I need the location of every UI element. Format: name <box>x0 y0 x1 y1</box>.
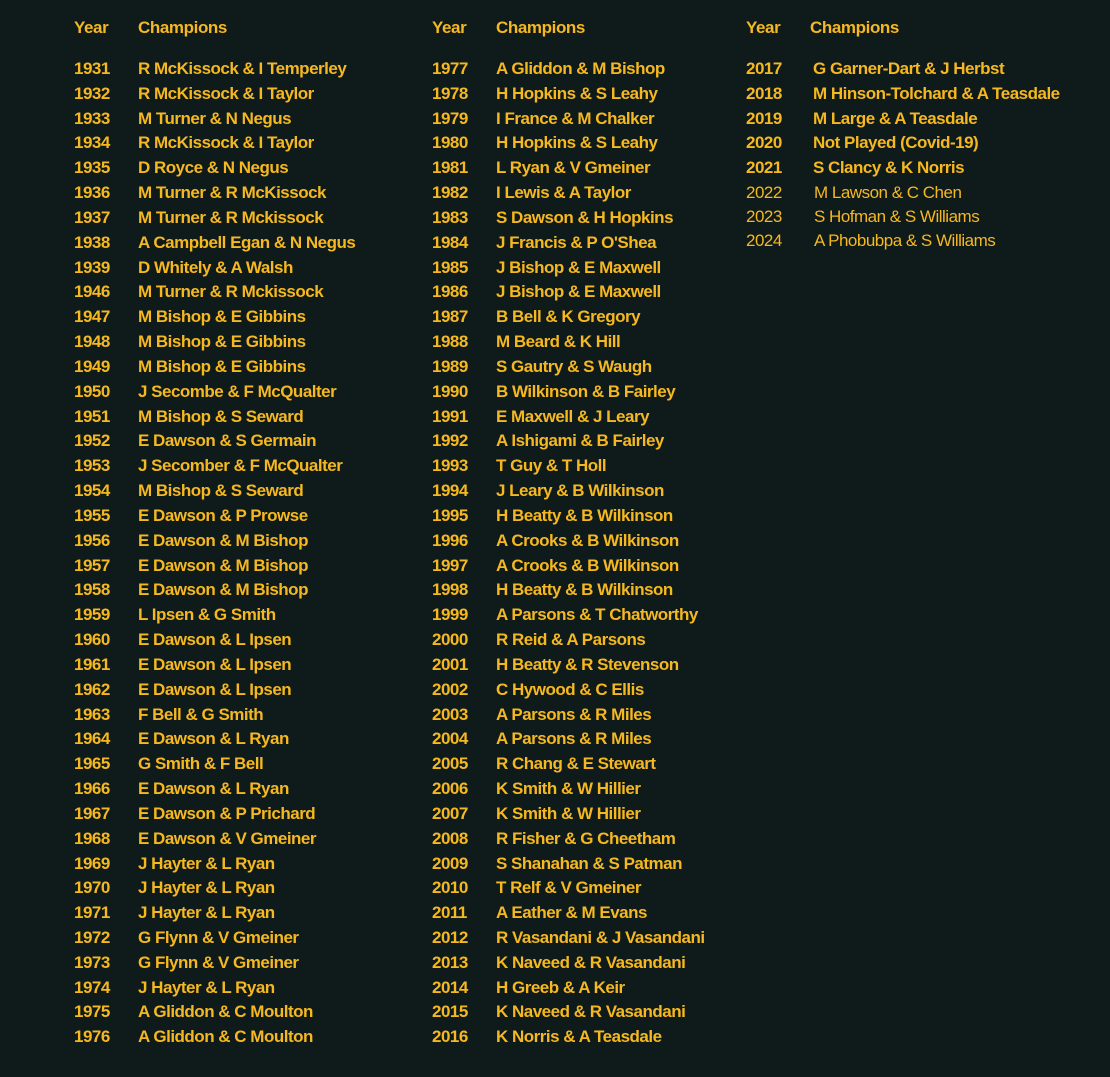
year-cell: 1970 <box>74 878 110 898</box>
year-cell: 2003 <box>432 704 468 724</box>
year-cell: 2008 <box>432 828 468 848</box>
champions-cell: J Bishop & E Maxwell <box>496 282 661 302</box>
year-cell: 1988 <box>432 332 468 352</box>
year-cell: 1993 <box>432 456 468 476</box>
champions-cell: E Dawson & V Gmeiner <box>138 828 316 848</box>
champions-cell: K Naveed & R Vasandani <box>496 1002 686 1022</box>
champions-cell: E Dawson & M Bishop <box>138 580 308 600</box>
champions-cell: C Hywood & C Ellis <box>496 679 644 699</box>
champions-cell: R Reid & A Parsons <box>496 630 646 650</box>
champions-cell: S Clancy & K Norris <box>813 158 965 178</box>
champions-cell: A Parsons & T Chatworthy <box>496 605 698 625</box>
champions-cell: A Crooks & B Wilkinson <box>496 530 679 550</box>
champions-cell: T Relf & V Gmeiner <box>496 878 641 898</box>
champions-cell: M Turner & N Negus <box>138 108 292 128</box>
year-cell: 1996 <box>432 530 468 550</box>
champions-cell: H Beatty & B Wilkinson <box>496 580 673 600</box>
year-cell: 1952 <box>74 431 110 451</box>
champions-cell: B Bell & K Gregory <box>496 307 641 327</box>
year-cell: 1991 <box>432 406 468 426</box>
champions-cell: H Hopkins & S Leahy <box>496 133 658 153</box>
champions-header: Champions <box>810 18 899 37</box>
champions-cell: K Norris & A Teasdale <box>496 1027 662 1047</box>
champions-cell: I Lewis & A Taylor <box>496 183 631 203</box>
champions-header: Champions <box>496 18 585 37</box>
champions-cell: A Crooks & B Wilkinson <box>496 555 679 575</box>
champions-cell: J Leary & B Wilkinson <box>496 481 664 501</box>
year-cell: 2017 <box>746 59 782 78</box>
year-cell: 1949 <box>74 356 110 376</box>
champions-cell: B Wilkinson & B Fairley <box>496 381 676 401</box>
year-cell: 2011 <box>432 903 467 923</box>
champions-cell: M Hinson-Tolchard & A Teasdale <box>813 83 1060 103</box>
champions-cell: J Hayter & L Ryan <box>138 853 275 873</box>
champions-cell: A Gliddon & C Moulton <box>138 1002 313 1022</box>
year-cell: 2023 <box>746 207 782 227</box>
champions-cell: E Maxwell & J Leary <box>496 406 650 426</box>
year-cell: 2001 <box>432 654 468 674</box>
year-cell: 1984 <box>432 232 468 252</box>
champions-cell: S Gautry & S Waugh <box>496 356 652 376</box>
year-cell: 1954 <box>74 481 110 501</box>
year-cell: 1946 <box>74 282 110 302</box>
champions-cell: Not Played (Covid-19) <box>813 133 979 153</box>
year-cell: 1980 <box>432 133 468 153</box>
champions-cell: K Smith & W Hillier <box>496 803 641 823</box>
champions-cell: A Ishigami & B Fairley <box>496 431 664 451</box>
champions-cell: E Dawson & L Ipsen <box>138 654 292 674</box>
champions-cell: G Garner-Dart & J Herbst <box>813 59 1005 78</box>
year-cell: 1973 <box>74 952 110 972</box>
year-header: Year <box>746 18 781 37</box>
champions-cell: L Ipsen & G Smith <box>138 605 276 625</box>
year-cell: 1972 <box>74 927 110 947</box>
year-cell: 2024 <box>746 231 782 251</box>
year-cell: 1976 <box>74 1027 110 1047</box>
champions-cell: S Dawson & H Hopkins <box>496 207 674 227</box>
year-cell: 1986 <box>432 282 468 302</box>
champions-cell: J Bishop & E Maxwell <box>496 257 661 277</box>
champions-header: Champions <box>138 18 227 37</box>
champions-cell: E Dawson & L Ryan <box>138 779 289 799</box>
champions-cell: E Dawson & L Ryan <box>138 729 289 749</box>
champions-cell: E Dawson & L Ipsen <box>138 679 292 699</box>
champions-cell: R Chang & E Stewart <box>496 754 656 774</box>
year-cell: 1969 <box>74 853 110 873</box>
year-cell: 1965 <box>74 754 110 774</box>
champions-cell: A Parsons & R Miles <box>496 704 652 724</box>
champions-cell: G Flynn & V Gmeiner <box>138 952 299 972</box>
year-cell: 1933 <box>74 108 110 128</box>
year-cell: 1997 <box>432 555 468 575</box>
year-cell: 1981 <box>432 158 468 178</box>
year-header: Year <box>432 18 467 37</box>
champions-cell: M Bishop & E Gibbins <box>138 307 306 327</box>
year-cell: 1999 <box>432 605 468 625</box>
year-cell: 1968 <box>74 828 110 848</box>
champions-cell: R Fisher & G Cheetham <box>496 828 676 848</box>
year-cell: 2009 <box>432 853 468 873</box>
champions-cell: A Campbell Egan & N Negus <box>138 232 356 252</box>
champions-cell: E Dawson & S Germain <box>138 431 316 451</box>
champions-cell: J Hayter & L Ryan <box>138 903 275 923</box>
champions-cell: M Turner & R Mckissock <box>138 282 324 302</box>
year-cell: 1967 <box>74 803 110 823</box>
year-cell: 1962 <box>74 679 110 699</box>
champions-cell: J Francis & P O'Shea <box>496 232 657 252</box>
champions-cell: K Smith & W Hillier <box>496 779 641 799</box>
year-cell: 2010 <box>432 878 468 898</box>
champions-cell: R McKissock & I Temperley <box>138 59 347 78</box>
year-cell: 1953 <box>74 456 110 476</box>
year-cell: 1979 <box>432 108 468 128</box>
champions-cell: I France & M Chalker <box>496 108 655 128</box>
year-cell: 1956 <box>74 530 110 550</box>
champions-cell: A Phobubpa & S Williams <box>814 231 996 251</box>
year-cell: 1966 <box>74 779 110 799</box>
year-cell: 2014 <box>432 977 468 997</box>
year-cell: 1989 <box>432 356 468 376</box>
champions-cell: E Dawson & L Ipsen <box>138 630 292 650</box>
champions-cell: M Beard & K Hill <box>496 332 621 352</box>
year-cell: 1955 <box>74 505 110 525</box>
year-cell: 2004 <box>432 729 468 749</box>
champions-cell: L Ryan & V Gmeiner <box>496 158 651 178</box>
year-cell: 2016 <box>432 1027 468 1047</box>
year-cell: 1994 <box>432 481 468 501</box>
champions-cell: J Secomber & F McQualter <box>138 456 343 476</box>
year-cell: 1947 <box>74 307 110 327</box>
year-cell: 1958 <box>74 580 110 600</box>
champions-cell: R Vasandani & J Vasandani <box>496 927 705 947</box>
champions-cell: D Royce & N Negus <box>138 158 289 178</box>
year-cell: 1932 <box>74 83 110 103</box>
year-cell: 1951 <box>74 406 110 426</box>
champions-cell: H Beatty & B Wilkinson <box>496 505 673 525</box>
year-cell: 2018 <box>746 83 782 103</box>
year-cell: 1983 <box>432 207 468 227</box>
year-cell: 2015 <box>432 1002 468 1022</box>
champions-cell: A Gliddon & M Bishop <box>496 59 665 78</box>
champions-cell: E Dawson & P Prichard <box>138 803 316 823</box>
year-cell: 1971 <box>74 903 110 923</box>
champions-cell: G Smith & F Bell <box>138 754 264 774</box>
year-cell: 1982 <box>432 183 468 203</box>
year-cell: 2002 <box>432 679 468 699</box>
year-cell: 1960 <box>74 630 110 650</box>
year-cell: 1978 <box>432 83 468 103</box>
champions-cell: F Bell & G Smith <box>138 704 264 724</box>
champions-cell: E Dawson & M Bishop <box>138 530 308 550</box>
champions-cell: S Shanahan & S Patman <box>496 853 682 873</box>
champions-cell: H Greeb & A Keir <box>496 977 625 997</box>
year-cell: 2012 <box>432 927 468 947</box>
champions-cell: M Bishop & E Gibbins <box>138 356 306 376</box>
champions-cell: M Bishop & S Seward <box>138 406 304 426</box>
champions-cell: M Turner & R Mckissock <box>138 207 324 227</box>
year-cell: 1998 <box>432 580 468 600</box>
champions-cell: S Hofman & S Williams <box>814 207 980 227</box>
year-cell: 1963 <box>74 704 110 724</box>
year-cell: 1985 <box>432 257 468 277</box>
champions-cell: M Turner & R McKissock <box>138 183 327 203</box>
champions-cell: E Dawson & P Prowse <box>138 505 308 525</box>
year-cell: 2021 <box>746 158 782 178</box>
year-cell: 1995 <box>432 505 468 525</box>
year-cell: 1948 <box>74 332 110 352</box>
year-cell: 1957 <box>74 555 110 575</box>
year-cell: 1990 <box>432 381 468 401</box>
year-cell: 1935 <box>74 158 110 178</box>
champions-cell: M Bishop & S Seward <box>138 481 304 501</box>
year-cell: 2006 <box>432 779 468 799</box>
champions-cell: J Hayter & L Ryan <box>138 878 275 898</box>
year-cell: 2022 <box>746 183 782 203</box>
year-cell: 2019 <box>746 108 782 128</box>
year-cell: 1964 <box>74 729 110 749</box>
champions-cell: M Lawson & C Chen <box>814 183 962 203</box>
year-header: Year <box>74 18 109 37</box>
year-cell: 1975 <box>74 1002 110 1022</box>
year-cell: 2005 <box>432 754 468 774</box>
champions-cell: K Naveed & R Vasandani <box>496 952 686 972</box>
champions-cell: T Guy & T Holl <box>496 456 607 476</box>
year-cell: 1931 <box>74 59 110 78</box>
champions-cell: M Bishop & E Gibbins <box>138 332 306 352</box>
champions-cell: A Gliddon & C Moulton <box>138 1027 313 1047</box>
year-cell: 1974 <box>74 977 110 997</box>
year-cell: 1937 <box>74 207 110 227</box>
champions-cell: R McKissock & I Taylor <box>138 133 314 153</box>
year-cell: 1936 <box>74 183 110 203</box>
year-cell: 1987 <box>432 307 468 327</box>
champions-cell: A Parsons & R Miles <box>496 729 652 749</box>
champions-cell: E Dawson & M Bishop <box>138 555 308 575</box>
champions-cell: H Hopkins & S Leahy <box>496 83 658 103</box>
champions-cell: G Flynn & V Gmeiner <box>138 927 299 947</box>
champions-cell: D Whitely & A Walsh <box>138 257 293 277</box>
champions-cell: J Hayter & L Ryan <box>138 977 275 997</box>
champions-cell: H Beatty & R Stevenson <box>496 654 679 674</box>
year-cell: 1934 <box>74 133 110 153</box>
year-cell: 2013 <box>432 952 468 972</box>
champions-cell: A Eather & M Evans <box>496 903 647 923</box>
year-cell: 2000 <box>432 630 468 650</box>
year-cell: 1992 <box>432 431 468 451</box>
champions-cell: M Large & A Teasdale <box>813 108 978 128</box>
champions-cell: J Secombe & F McQualter <box>138 381 337 401</box>
year-cell: 2020 <box>746 133 782 153</box>
year-cell: 1950 <box>74 381 110 401</box>
year-cell: 1959 <box>74 605 110 625</box>
year-cell: 1961 <box>74 654 110 674</box>
year-cell: 1939 <box>74 257 110 277</box>
year-cell: 1977 <box>432 59 468 78</box>
year-cell: 2007 <box>432 803 468 823</box>
year-cell: 1938 <box>74 232 110 252</box>
champions-cell: R McKissock & I Taylor <box>138 83 314 103</box>
